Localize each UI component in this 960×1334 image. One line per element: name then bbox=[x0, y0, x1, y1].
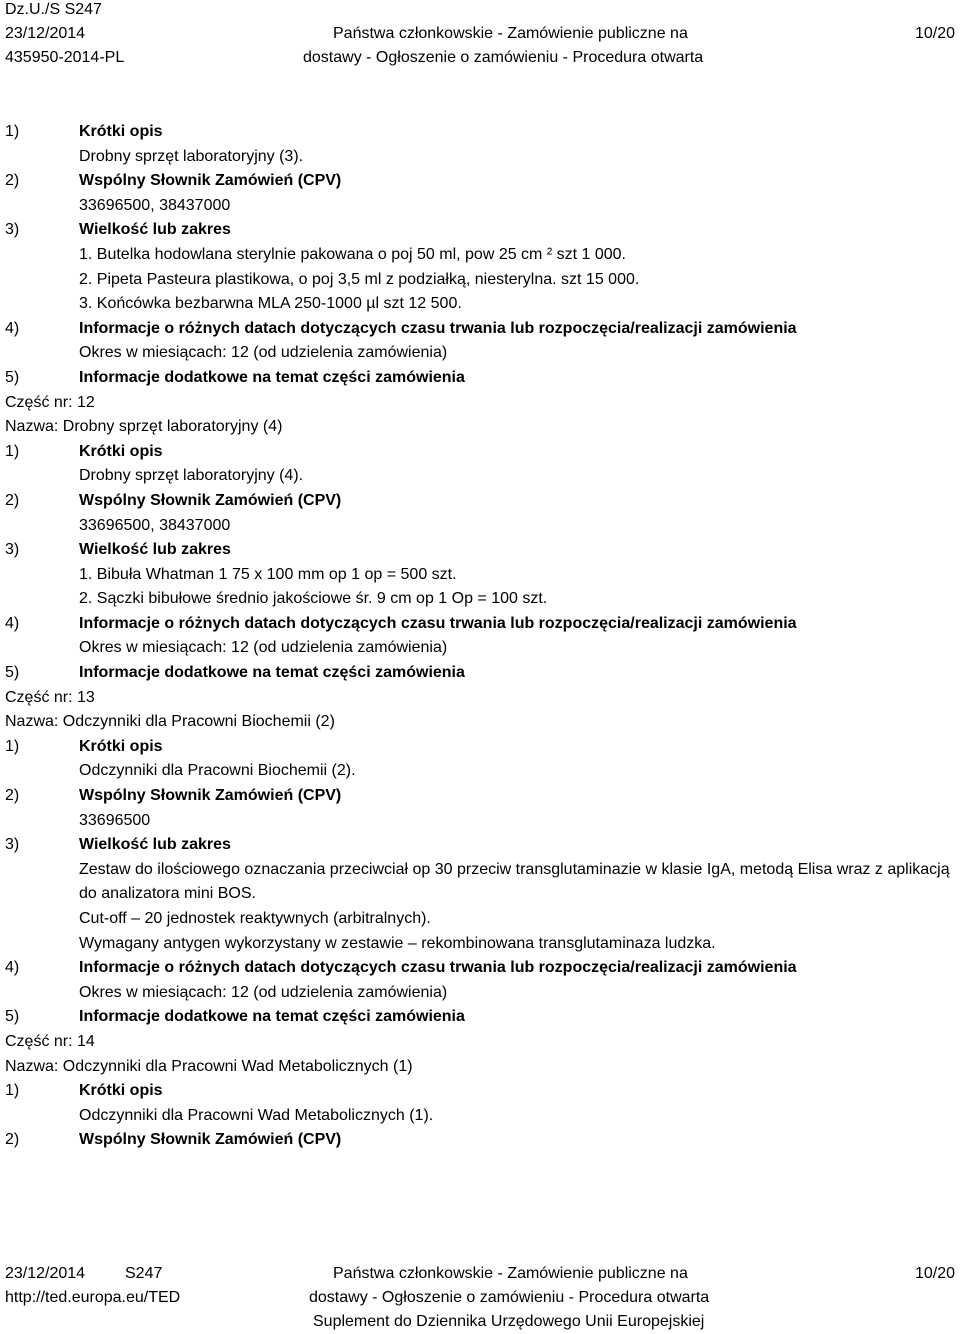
section-quantity: 3) Wielkość lub zakres bbox=[0, 833, 960, 858]
lot-name: Nazwa: Odczynniki dla Pracowni Biochemii (2) bbox=[5, 713, 335, 731]
section-heading: Wspólny Słownik Zamówień (CPV) bbox=[79, 1131, 342, 1149]
section-text: Drobny sprzęt laboratoryjny (3). bbox=[79, 147, 304, 165]
section-cpv: 2) Wspólny Słownik Zamówień (CPV) bbox=[0, 169, 960, 194]
quantity-line: Wymagany antygen wykorzystany w zestawie – rekombinowana transglutaminaza ludzka. bbox=[79, 934, 716, 952]
section-heading: Wielkość lub zakres bbox=[79, 541, 231, 559]
lot-name: Nazwa: Drobny sprzęt laboratoryjny (4) bbox=[5, 418, 283, 436]
section-short-description: 1) Krótki opis bbox=[0, 1079, 960, 1104]
page-header bbox=[0, 0, 960, 80]
section-additional-info: 5) Informacje dodatkowe na temat części zamówienia bbox=[0, 1005, 960, 1030]
section-text: Odczynniki dla Pracowni Wad Metabolicznych (1). bbox=[79, 1106, 434, 1124]
section-additional-info: 5) Informacje dodatkowe na temat części zamówienia bbox=[0, 661, 960, 686]
section-heading: Informacje o różnych datach dotyczących czasu trwania lub rozpoczęcia/realizacji zamówienia bbox=[79, 959, 797, 977]
section-short-description: 1) Krótki opis bbox=[0, 440, 960, 465]
section-short-description: 1) Krótki opis bbox=[0, 120, 960, 145]
quantity-line: 2. Pipeta Pasteura plastikowa, o poj 3,5 ml z podziałką, niesterylna. szt 15 000. bbox=[79, 270, 640, 288]
header-title-line1: Państwa członkowskie - Zamówienie publiczne na bbox=[333, 25, 688, 42]
section-heading: Informacje o różnych datach dotyczących czasu trwania lub rozpoczęcia/realizacji zamówienia bbox=[79, 319, 797, 337]
header-date: 23/12/2014 bbox=[5, 25, 86, 42]
cpv-codes: 33696500, 38437000 bbox=[79, 516, 231, 534]
section-heading: Krótki opis bbox=[79, 737, 163, 755]
section-heading: Informacje dodatkowe na temat części zamówienia bbox=[79, 664, 465, 682]
section-cpv: 2) Wspólny Słownik Zamówień (CPV) bbox=[0, 1128, 960, 1153]
quantity-line: Zestaw do ilościowego oznaczania przeciwciał op 30 przeciw transglutaminazie w klasie IgA, metodą Elisa wraz z aplikacją do analizatora mini BOS. bbox=[79, 860, 950, 903]
lot-number: Część nr: 13 bbox=[5, 688, 95, 706]
footer-title-line1: Państwa członkowskie - Zamówienie publiczne na bbox=[333, 1265, 688, 1282]
section-heading: Wspólny Słownik Zamówień (CPV) bbox=[79, 491, 342, 509]
section-quantity: 3) Wielkość lub zakres bbox=[0, 218, 960, 243]
section-heading: Informacje o różnych datach dotyczących czasu trwania lub rozpoczęcia/realizacji zamówienia bbox=[79, 614, 797, 632]
quantity-line: 2. Sączki bibułowe średnio jakościowe śr. 9 cm op 1 Op = 100 szt. bbox=[79, 590, 548, 608]
section-dates: 4) Informacje o różnych datach dotyczących czasu trwania lub rozpoczęcia/realizacji zamówienia bbox=[0, 956, 960, 981]
quantity-line: 3. Końcówka bezbarwna MLA 250-1000 µl szt 12 500. bbox=[79, 295, 462, 313]
page-footer bbox=[0, 1262, 960, 1334]
footer-title-line3: Suplement do Dziennika Urzędowego Unii Europejskiej bbox=[313, 1313, 705, 1330]
section-text: Drobny sprzęt laboratoryjny (4). bbox=[79, 467, 304, 485]
section-text: Odczynniki dla Pracowni Biochemii (2). bbox=[79, 762, 356, 780]
footer-date: 23/12/2014 bbox=[5, 1265, 86, 1282]
duration-text: Okres w miesiącach: 12 (od udzielenia zamówienia) bbox=[79, 639, 448, 657]
section-dates: 4) Informacje o różnych datach dotyczących czasu trwania lub rozpoczęcia/realizacji zamówienia bbox=[0, 317, 960, 342]
lot-number: Część nr: 14 bbox=[5, 1032, 95, 1050]
quantity-line: 1. Bibuła Whatman 1 75 x 100 mm op 1 op = 500 szt. bbox=[79, 565, 457, 583]
quantity-line: Cut-off – 20 jednostek reaktywnych (arbitralnych). bbox=[79, 910, 431, 927]
section-heading: Krótki opis bbox=[79, 442, 163, 460]
notice-ref: 435950-2014-PL bbox=[5, 49, 125, 66]
section-heading: Wspólny Słownik Zamówień (CPV) bbox=[79, 172, 342, 190]
document-body bbox=[0, 120, 960, 1153]
section-additional-info: 5) Informacje dodatkowe na temat części zamówienia bbox=[0, 366, 960, 391]
lot-name: Nazwa: Odczynniki dla Pracowni Wad Metabolicznych (1) bbox=[5, 1057, 413, 1075]
cpv-codes: 33696500 bbox=[79, 811, 151, 829]
footer-series: S247 bbox=[125, 1265, 163, 1282]
footer-url: http://ted.europa.eu/TED bbox=[5, 1289, 181, 1306]
section-heading: Wielkość lub zakres bbox=[79, 836, 231, 854]
section-cpv: 2) Wspólny Słownik Zamówień (CPV) bbox=[0, 784, 960, 809]
section-heading: Informacje dodatkowe na temat części zamówienia bbox=[79, 1008, 465, 1026]
quantity-line: 1. Butelka hodowlana sterylnie pakowana o poj 50 ml, pow 25 cm ² szt 1 000. bbox=[79, 245, 626, 263]
section-cpv: 2) Wspólny Słownik Zamówień (CPV) bbox=[0, 489, 960, 514]
header-page-number: 10/20 bbox=[914, 25, 955, 42]
cpv-codes: 33696500, 38437000 bbox=[79, 196, 231, 214]
section-short-description: 1) Krótki opis bbox=[0, 735, 960, 760]
section-heading: Krótki opis bbox=[79, 123, 163, 140]
footer-page-number: 10/20 bbox=[914, 1265, 955, 1282]
header-title-line2: dostawy - Ogłoszenie o zamówieniu - Procedura otwarta bbox=[303, 49, 704, 66]
section-heading: Krótki opis bbox=[79, 1082, 163, 1100]
duration-text: Okres w miesiącach: 12 (od udzielenia zamówienia) bbox=[79, 983, 448, 1001]
lot-number: Część nr: 12 bbox=[5, 393, 95, 411]
duration-text: Okres w miesiącach: 12 (od udzielenia zamówienia) bbox=[79, 344, 448, 362]
section-quantity: 3) Wielkość lub zakres bbox=[0, 538, 960, 563]
section-heading: Wspólny Słownik Zamówień (CPV) bbox=[79, 787, 342, 805]
section-heading: Wielkość lub zakres bbox=[79, 221, 231, 239]
journal-ref: Dz.U./S S247 bbox=[5, 1, 102, 18]
section-heading: Informacje dodatkowe na temat części zamówienia bbox=[79, 368, 465, 386]
footer-title-line2: dostawy - Ogłoszenie o zamówieniu - Procedura otwarta bbox=[309, 1289, 710, 1306]
section-dates: 4) Informacje o różnych datach dotyczących czasu trwania lub rozpoczęcia/realizacji zamówienia bbox=[0, 612, 960, 637]
